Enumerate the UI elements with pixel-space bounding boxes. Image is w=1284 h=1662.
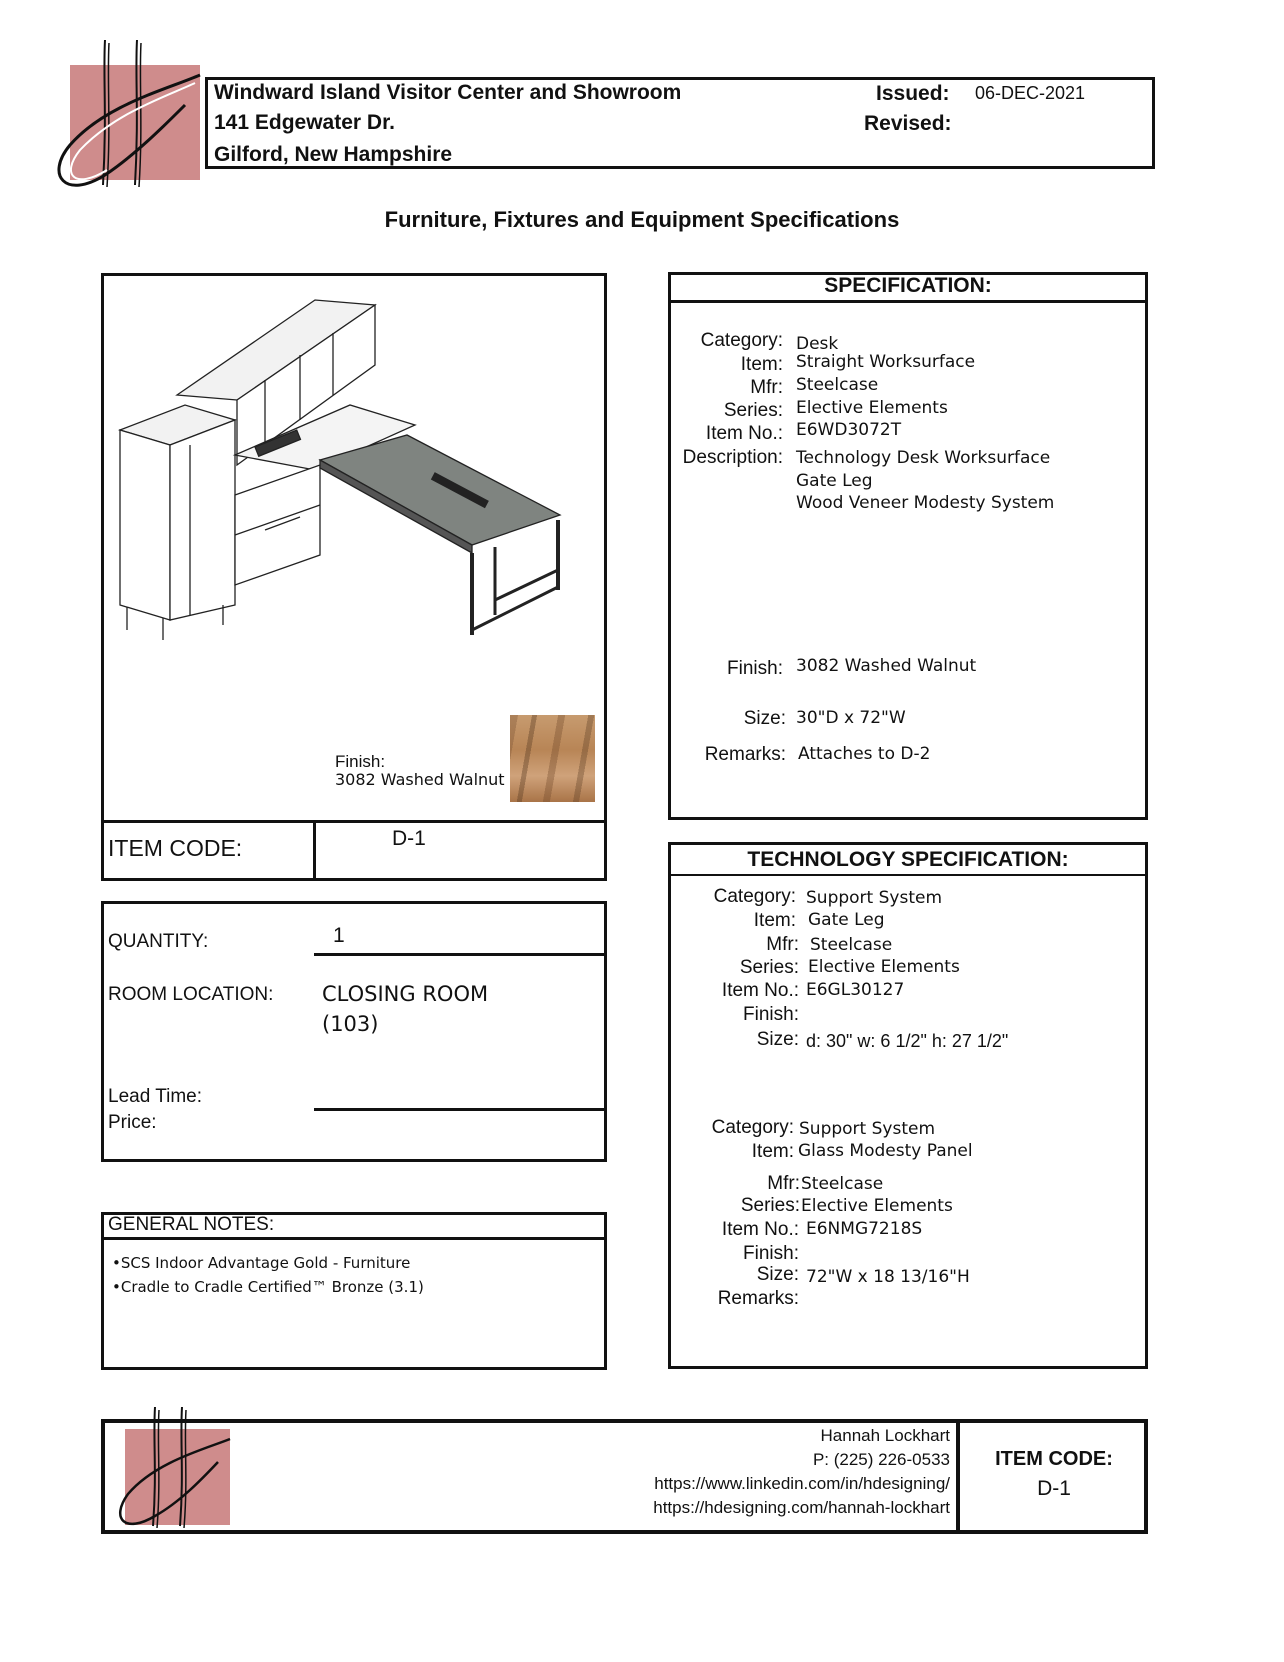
notes-title-rule (101, 1237, 607, 1240)
tech-a-series-label: Series: (739, 957, 799, 978)
tech-b-size-label: Size: (756, 1264, 799, 1285)
tech-b-category-label: Category: (711, 1117, 794, 1138)
room-value-2: (103) (322, 1012, 379, 1036)
linkedin-link[interactable]: https://www.linkedin.com/in/hdesigning/ (654, 1474, 950, 1493)
spec-mfr-label: Mfr: (750, 377, 783, 398)
spec-series-label: Series: (723, 400, 783, 421)
spec-category: Desk (796, 334, 839, 354)
tech-b-itemno-label: Item No.: (721, 1219, 799, 1240)
notes-item: •SCS Indoor Advantage Gold - Furniture (112, 1254, 411, 1272)
project-address-line1: 141 Edgewater Dr. (214, 111, 395, 134)
spec-description-line: Technology Desk Worksurface (796, 448, 1051, 468)
tech-b-series: Elective Elements (801, 1196, 953, 1216)
spec-finish-label: Finish: (727, 658, 783, 679)
image-finish-value: 3082 Washed Walnut (335, 770, 505, 789)
issued-value: 06-DEC-2021 (975, 83, 1086, 103)
tech-a-category-label: Category: (713, 886, 796, 907)
spec-description-label: Description: (682, 447, 783, 468)
tech-b-mfr-label: Mfr: (767, 1173, 800, 1194)
company-logo (45, 35, 205, 195)
spec-series: Elective Elements (796, 398, 948, 418)
tech-title: TECHNOLOGY SPECIFICATION: (747, 848, 1069, 871)
quantity-label: QUANTITY: (108, 931, 209, 952)
designer-name: Hannah Lockhart (820, 1426, 950, 1445)
tech-b-itemno: E6NMG7218S (806, 1219, 923, 1239)
tech-a-item: Gate Leg (808, 910, 885, 930)
room-value-1: CLOSING ROOM (322, 982, 489, 1006)
designer-phone: P: (225) 226-0533 (812, 1450, 950, 1469)
image-finish-label: Finish: (335, 752, 386, 771)
tech-a-size-label: Size: (756, 1029, 799, 1050)
page-title: Furniture, Fixtures and Equipment Specifications (384, 207, 900, 232)
finish-swatch (510, 715, 595, 802)
tech-a-itemno-label: Item No.: (721, 980, 799, 1001)
spec-description-line: Gate Leg (796, 471, 873, 491)
tech-b-size: 72"W x 18 13/16"H (806, 1267, 970, 1287)
item-code-divider (313, 820, 316, 881)
tech-b-category: Support System (799, 1119, 935, 1139)
lead-time-label: Lead Time: (108, 1086, 202, 1107)
quantity-value: 1 (333, 924, 345, 947)
spec-title: SPECIFICATION: (824, 274, 992, 297)
notes-item: •Cradle to Cradle Certified™ Bronze (3.1) (112, 1278, 424, 1296)
tech-a-mfr-label: Mfr: (766, 934, 799, 955)
item-code-label: ITEM CODE: (108, 835, 243, 861)
tech-a-finish-label: Finish: (743, 1004, 799, 1025)
tech-b-finish-label: Finish: (743, 1243, 799, 1264)
quantity-underline (314, 953, 607, 956)
tech-b-item: Glass Modesty Panel (798, 1141, 973, 1161)
spec-itemno-label: Item No.: (705, 423, 783, 444)
spec-item: Straight Worksurface (796, 352, 976, 372)
tech-title-rule (668, 874, 1148, 876)
spec-description-line: Wood Veneer Modesty System (796, 493, 1055, 513)
footer-logo (110, 1404, 235, 1529)
footer-item-code-label: ITEM CODE: (995, 1448, 1113, 1470)
spec-size-label: Size: (743, 708, 786, 729)
spec-remarks: Attaches to D-2 (798, 744, 931, 764)
project-name: Windward Island Visitor Center and Showroom (214, 81, 682, 104)
tech-a-itemno: E6GL30127 (806, 980, 905, 1000)
desk-drawing (115, 295, 595, 680)
item-code-value: D-1 (392, 827, 426, 850)
tech-a-category: Support System (806, 888, 942, 908)
tech-a-series: Elective Elements (808, 957, 960, 977)
tech-a-item-label: Item: (753, 910, 796, 931)
spec-size: 30"D x 72"W (796, 708, 906, 728)
issued-label: Issued: (876, 82, 950, 105)
spec-remarks-label: Remarks: (704, 744, 786, 765)
tech-a-mfr: Steelcase (810, 935, 893, 955)
notes-title: GENERAL NOTES: (108, 1214, 275, 1235)
project-address-line2: Gilford, New Hampshire (214, 143, 453, 166)
tech-a-size: d: 30" w: 6 1/2" h: 27 1/2" (806, 1031, 1009, 1051)
spec-mfr: Steelcase (796, 375, 879, 395)
tech-b-series-label: Series: (740, 1195, 800, 1216)
website-link[interactable]: https://hdesigning.com/hannah-lockhart (653, 1498, 950, 1517)
spec-item-label: Item: (740, 354, 783, 375)
tech-b-mfr: Steelcase (801, 1174, 884, 1194)
spec-finish: 3082 Washed Walnut (796, 656, 977, 676)
spec-category-label: Category: (700, 330, 783, 351)
price-label: Price: (108, 1112, 157, 1133)
spec-title-rule (668, 300, 1148, 303)
room-label: ROOM LOCATION: (108, 984, 274, 1005)
lead-time-underline (314, 1108, 607, 1111)
spec-itemno: E6WD3072T (796, 420, 902, 440)
tech-b-remarks-label: Remarks: (717, 1288, 799, 1309)
revised-label: Revised: (864, 112, 952, 135)
footer-item-code-value: D-1 (1037, 1477, 1071, 1500)
tech-b-item-label: Item: (751, 1141, 794, 1162)
